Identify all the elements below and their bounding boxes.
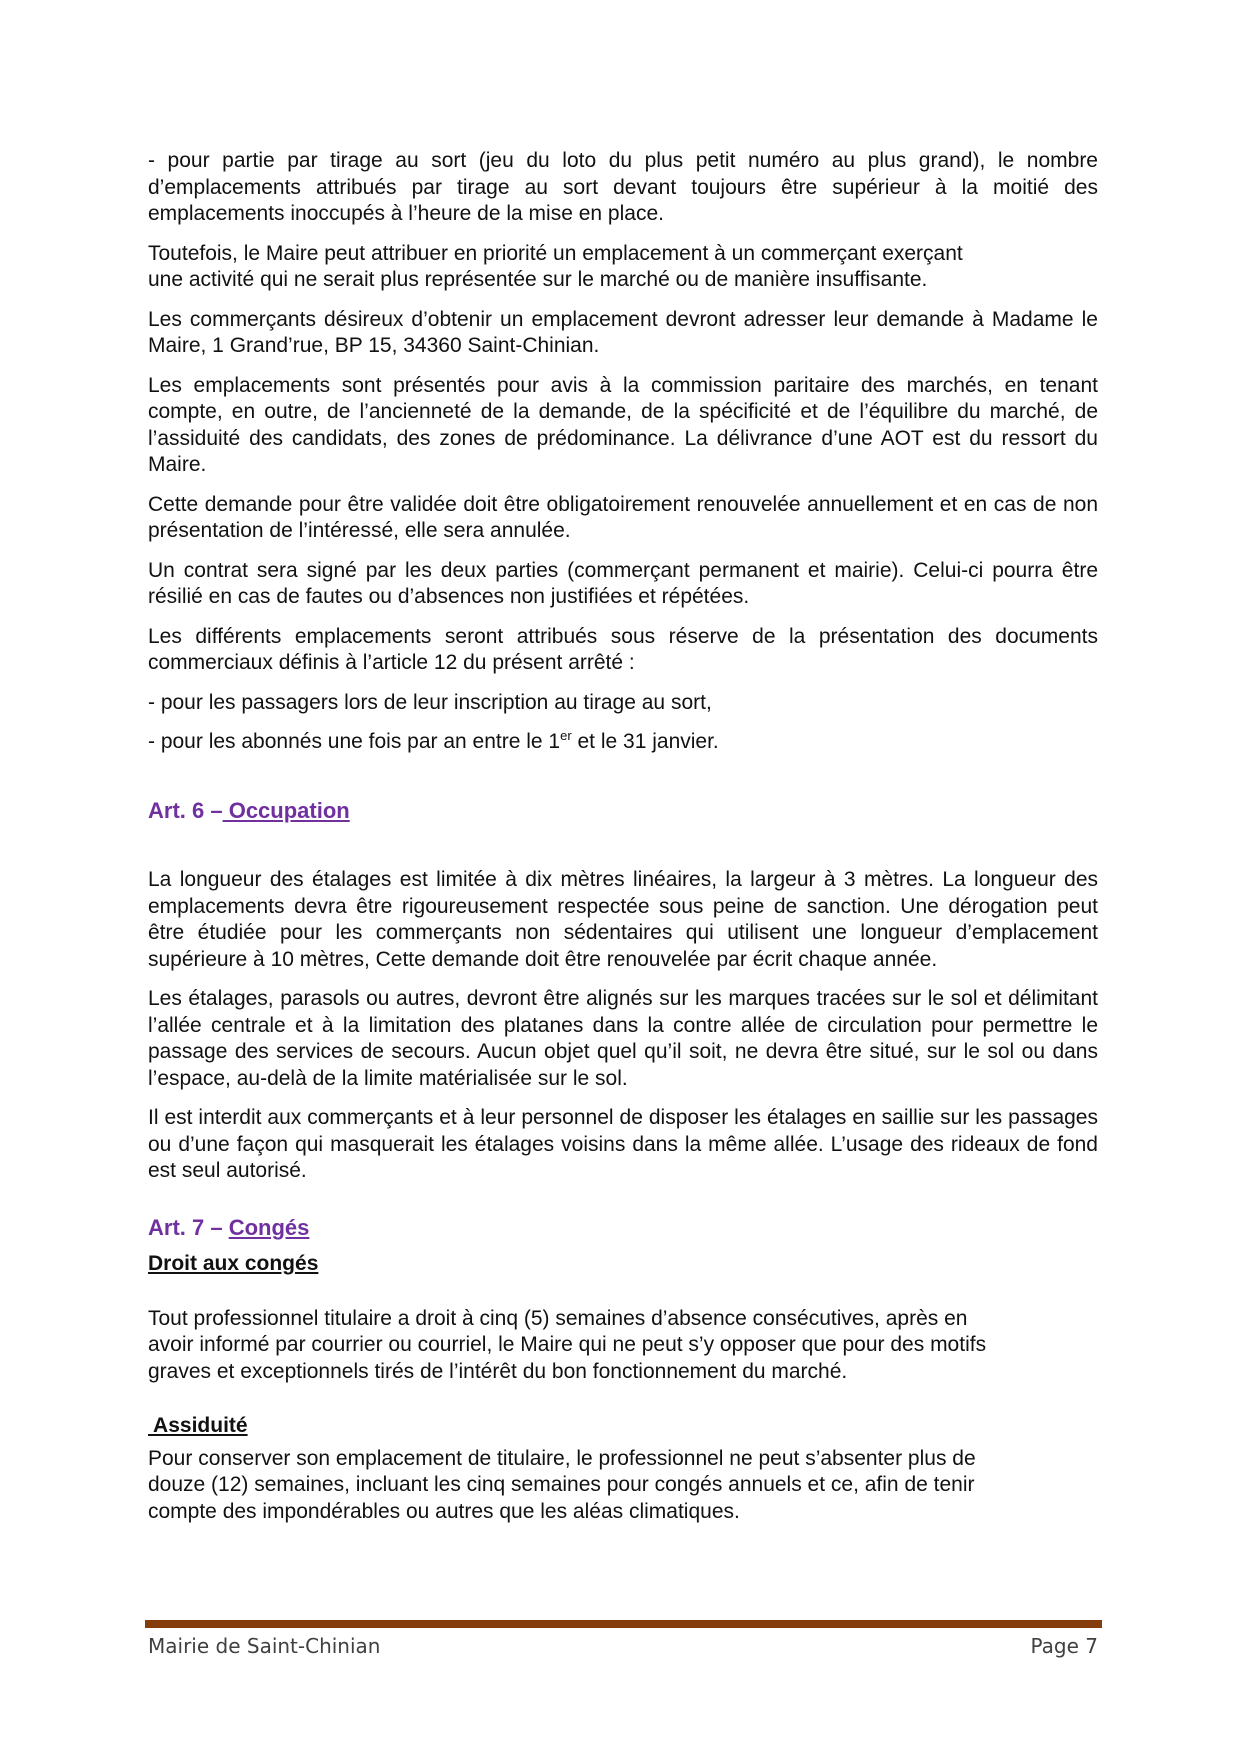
article-7-prefix: Art. 7 – — [148, 1214, 229, 1240]
subheading-assiduite: Assiduité — [148, 1414, 248, 1437]
subheading-droit-conges: Droit aux congés — [148, 1252, 319, 1275]
paragraph-toutefois-line1: Toutefois, le Maire peut attribuer en priorité un emplacement à un commerçant exerçant — [148, 241, 963, 265]
article-6-prefix: Art. 6 – — [148, 797, 223, 823]
page-footer — [148, 1634, 1098, 1658]
page-number: Page 7 — [1030, 1634, 1098, 1658]
article-6-heading — [148, 798, 1098, 825]
paragraph-assiduite — [148, 1446, 1098, 1526]
abonnes-text-after: et le 31 janvier. — [571, 730, 719, 753]
paragraph-toutefois-line2: une activité qui ne serait plus représentée sur le marché ou de manière insuffisante. — [148, 268, 928, 291]
article-6-title: Occupation — [222, 797, 350, 823]
article-7-heading — [148, 1215, 1098, 1242]
paragraph-documents: Les différents emplacements seront attribués sous réserve de la présentation des documents commerciaux définis à l’article 12 du présent arrêté : — [148, 624, 1098, 674]
paragraph-contrat: Un contrat sera signé par les deux parties (commerçant permanent et mairie). Celui-ci pourra être résilié en cas de fautes ou d’absences non justifiées et répétées. — [148, 558, 1098, 608]
assiduite-line3: compte des impondérables ou autres que les aléas climatiques. — [148, 1499, 740, 1523]
conges-line3: graves et exceptionnels tirés de l’intérêt du bon fonctionnement du marché. — [148, 1359, 848, 1383]
conges-line2: avoir informé par courrier ou courriel, le Maire qui ne peut s’y opposer que pour des motifs — [148, 1333, 987, 1356]
paragraph-commission: Les emplacements sont présentés pour avis à la commission paritaire des marchés, en tenant compte, en outre, de l’ancienneté de la demande, de la spécificité et de l’équilibre du marché, de l’assiduité des candidats, des zones de prédominance. La délivrance d’une AOT est du ressort du Maire. — [148, 373, 1098, 476]
paragraph-alignement: Les étalages, parasols ou autres, devront être alignés sur les marques tracées sur le sol et délimitant l’allée centrale et à la limitation des platanes dans la contre allée de circulation pour permettre le passage des services de secours. Aucun objet quel qu’il soit, ne devra être situé, sur le sol ou dans l’espace, au-delà de la limite matérialisée sur le sol. — [148, 987, 1098, 1090]
document-body — [148, 148, 1098, 1538]
superscript-er: er — [560, 728, 572, 743]
conges-line1: Tout professionnel titulaire a droit à cinq (5) semaines d’absence consécutives, après en — [148, 1306, 968, 1330]
paragraph-tirage: - pour partie par tirage au sort (jeu du loto du plus petit numéro au plus grand), le nombre d’emplacements attribués par tirage au sort devant toujours être supérieur à la moitié des emplacements inoccupés à l’heure de la mise en place. — [148, 149, 1098, 225]
paragraph-saillie: Il est interdit aux commerçants et à leur personnel de disposer les étalages en saillie sur les passages ou d’une façon qui masquerait les étalages voisins dans la même allée. L’usage des rideaux de fond est seul autorisé. — [148, 1106, 1098, 1182]
assiduite-line2: douze (12) semaines, incluant les cinq semaines pour congés annuels et ce, afin de tenir — [148, 1473, 975, 1496]
assiduite-line1: Pour conserver son emplacement de titulaire, le professionnel ne peut s’absenter plus de — [148, 1446, 976, 1470]
paragraph-toutefois — [148, 241, 1098, 294]
list-item-passagers: - pour les passagers lors de leur inscription au tirage au sort, — [148, 690, 712, 714]
list-item-abonnes — [148, 729, 1098, 756]
footer-organization: Mairie de Saint-Chinian — [148, 1634, 381, 1658]
footer-rule — [145, 1620, 1102, 1628]
paragraph-demande: Les commerçants désireux d’obtenir un emplacement devront adresser leur demande à Madame le Maire, 1 Grand’rue, BP 15, 34360 Saint-Chinian. — [148, 307, 1098, 357]
paragraph-longueur: La longueur des étalages est limitée à dix mètres linéaires, la largeur à 3 mètres. La longueur des emplacements devra être rigoureusement respectée sous peine de sanction. Une dérogation peut être étudiée pour les commerçants non sédentaires qui utilisent une longueur d’emplacement supérieure à 10 mètres, Cette demande doit être renouvelée par écrit chaque année. — [148, 868, 1098, 971]
paragraph-validation: Cette demande pour être validée doit être obligatoirement renouvelée annuellement et en cas de non présentation de l’intéressé, elle sera annulée. — [148, 492, 1098, 542]
paragraph-droit-conges — [148, 1306, 1098, 1386]
article-7-title: Congés — [228, 1214, 310, 1240]
abonnes-text-before: - pour les abonnés une fois par an entre le 1 — [148, 730, 561, 753]
